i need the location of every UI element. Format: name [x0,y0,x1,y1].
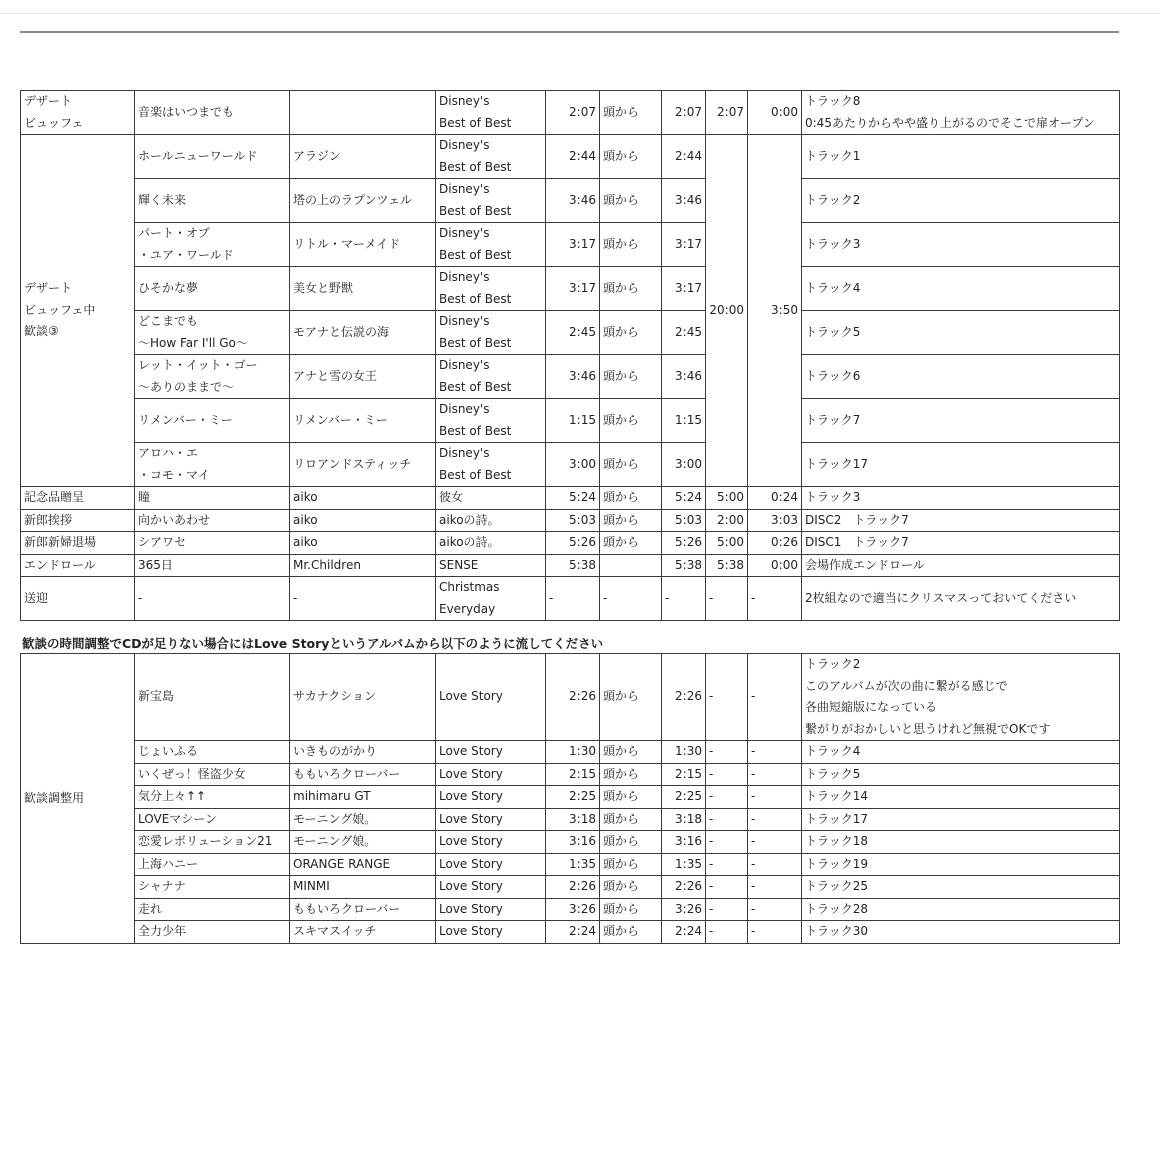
artist-cell: - [290,577,436,621]
diff-cell: - [748,763,802,786]
slot-cell: - [706,654,748,741]
title-cell: ホールニューワールド [135,135,290,179]
artist-cell: 塔の上のラプンツェル [290,179,436,223]
diff-cell: 0:00 [748,554,802,577]
length-cell: 5:26 [546,532,600,555]
table-row [21,808,1120,831]
note-cell: DISC2 トラック7 [802,509,1120,532]
album-cell: 彼女 [436,487,546,510]
title-cell: ひそかな夢 [135,267,290,311]
album-cell: aikoの詩。 [436,509,546,532]
album-cell: Love Story [436,898,546,921]
slot-cell: - [706,921,748,944]
note-cell: トラック3 [802,487,1120,510]
title-cell: パート・オブ ・ユア・ワールド [135,223,290,267]
start-cell: 頭から [600,399,662,443]
slot-cell: 5:00 [706,487,748,510]
title-cell: 365日 [135,554,290,577]
length-cell: 3:16 [546,831,600,854]
diff-cell: - [748,921,802,944]
note-cell: トラック5 [802,763,1120,786]
note-cell: トラック25 [802,876,1120,899]
note-cell: トラック6 [802,355,1120,399]
length-cell: 2:24 [546,921,600,944]
artist-cell: スキマスイッチ [290,921,436,944]
length-cell: 5:38 [546,554,600,577]
table-row [21,509,1120,532]
section-cell: 新郎新婦退場 [21,532,135,555]
length-cell: 1:35 [546,853,600,876]
note-cell: トラック14 [802,786,1120,809]
album-cell: Love Story [436,808,546,831]
length-cell: 5:03 [546,509,600,532]
title-cell: - [135,577,290,621]
album-cell: Disney's Best of Best [436,267,546,311]
play-cell: 3:18 [662,808,706,831]
album-cell: Love Story [436,654,546,741]
start-cell: 頭から [600,487,662,510]
table-row [21,223,1120,267]
note-cell: 2枚組なので適当にクリスマスっておいてください [802,577,1120,621]
title-cell: 新宝島 [135,654,290,741]
artist-cell: aiko [290,532,436,555]
album-cell: Love Story [436,786,546,809]
artist-cell: アナと雪の女王 [290,355,436,399]
length-cell: 1:15 [546,399,600,443]
play-cell: 2:24 [662,921,706,944]
artist-cell: いきものがかり [290,741,436,764]
table-row [21,831,1120,854]
play-cell: 2:25 [662,786,706,809]
table-row [21,853,1120,876]
artist-cell: Mr.Children [290,554,436,577]
length-cell: 2:25 [546,786,600,809]
length-cell: 3:00 [546,443,600,487]
artist-cell: アラジン [290,135,436,179]
note-cell: トラック30 [802,921,1120,944]
artist-cell: モアナと伝説の海 [290,311,436,355]
diff-cell: 0:00 [748,91,802,135]
diff-cell: 0:24 [748,487,802,510]
play-cell: 3:16 [662,831,706,854]
table-row [21,267,1120,311]
note-cell: トラック4 [802,741,1120,764]
diff-cell: - [748,577,802,621]
artist-cell: ももいろクローバー [290,763,436,786]
table-row [21,741,1120,764]
start-cell: 頭から [600,179,662,223]
artist-cell: aiko [290,487,436,510]
title-cell: 向かいあわせ [135,509,290,532]
start-cell: 頭から [600,532,662,555]
album-cell: Love Story [436,741,546,764]
section-cell: デザート ビュッフェ中 歓談③ [21,135,135,487]
schedule-table [20,90,1120,621]
note-cell: トラック2 このアルバムが次の曲に繋がる感じで 各曲短縮版になっている 繋がりがおかしいと思うけれど無視でOKです [802,654,1120,741]
artist-cell: MINMI [290,876,436,899]
table-row [21,654,1120,741]
length-cell: 5:24 [546,487,600,510]
play-cell: 1:30 [662,741,706,764]
note-cell: トラック18 [802,831,1120,854]
album-cell: Christmas Everyday [436,577,546,621]
title-cell: 音楽はいつまでも [135,91,290,135]
play-cell: 2:26 [662,654,706,741]
slot-cell: 5:38 [706,554,748,577]
slot-cell: 2:07 [706,91,748,135]
table-row [21,921,1120,944]
play-cell: 3:00 [662,443,706,487]
album-cell: Disney's Best of Best [436,355,546,399]
start-cell: 頭から [600,267,662,311]
artist-cell: モーニング娘。 [290,831,436,854]
play-cell: 3:26 [662,898,706,921]
section-cell: デザート ビュッフェ [21,91,135,135]
slot-cell: - [706,898,748,921]
play-cell: 3:17 [662,223,706,267]
diff-cell: - [748,654,802,741]
adjustment-note: 歓談の時間調整でCDが足りない場合にはLove Storyというアルバムから以下のように流してください [22,636,604,651]
note-cell: トラック1 [802,135,1120,179]
length-cell: - [546,577,600,621]
table-row [21,577,1120,621]
start-cell: 頭から [600,509,662,532]
play-cell: 5:24 [662,487,706,510]
table-row [21,786,1120,809]
slot-cell: - [706,876,748,899]
length-cell: 2:07 [546,91,600,135]
table-row [21,487,1120,510]
diff-cell: - [748,898,802,921]
note-cell: トラック4 [802,267,1120,311]
album-cell: Love Story [436,763,546,786]
length-cell: 2:45 [546,311,600,355]
section-cell: 送迎 [21,577,135,621]
table-row [21,763,1120,786]
title-cell: 瞳 [135,487,290,510]
album-cell: Disney's Best of Best [436,443,546,487]
length-cell: 2:26 [546,654,600,741]
length-cell: 2:26 [546,876,600,899]
artist-cell: リメンバー・ミー [290,399,436,443]
artist-cell: ORANGE RANGE [290,853,436,876]
start-cell: 頭から [600,135,662,179]
note-cell: トラック7 [802,399,1120,443]
note-cell: 会場作成エンドロール [802,554,1120,577]
slot-cell: - [706,786,748,809]
length-cell: 1:30 [546,741,600,764]
title-cell: どこまでも ～How Far I'll Go～ [135,311,290,355]
artist-cell: リトル・マーメイド [290,223,436,267]
section-cell: エンドロール [21,554,135,577]
title-cell: レット・イット・ゴー ～ありのままで～ [135,355,290,399]
start-cell: 頭から [600,808,662,831]
album-cell: Love Story [436,876,546,899]
note-cell: トラック8 0:45あたりからやや盛り上がるのでそこで扉オープン [802,91,1120,135]
start-cell: 頭から [600,741,662,764]
title-cell: シアワセ [135,532,290,555]
start-cell: 頭から [600,786,662,809]
slot-cell: - [706,808,748,831]
diff-cell: - [748,786,802,809]
play-cell: 3:17 [662,267,706,311]
slot-cell: - [706,853,748,876]
slot-cell: - [706,741,748,764]
title-cell: いくぜっ！怪盗少女 [135,763,290,786]
album-cell: Love Story [436,853,546,876]
length-cell: 2:15 [546,763,600,786]
title-cell: 気分上々↑↑ [135,786,290,809]
artist-cell: mihimaru GT [290,786,436,809]
table-row [21,135,1120,179]
table-row [21,355,1120,399]
section-cell: 歓談調整用 [21,654,135,944]
play-cell: 5:38 [662,554,706,577]
diff-cell: 3:03 [748,509,802,532]
start-cell: 頭から [600,876,662,899]
diff-cell: - [748,808,802,831]
play-cell: 3:46 [662,179,706,223]
play-cell: 5:26 [662,532,706,555]
length-cell: 3:46 [546,355,600,399]
start-cell: 頭から [600,831,662,854]
play-cell: 2:45 [662,311,706,355]
table-row [21,179,1120,223]
header-rule [20,31,1119,33]
table-row [21,91,1120,135]
table-row [21,311,1120,355]
start-cell: 頭から [600,763,662,786]
artist-cell: モーニング娘。 [290,808,436,831]
artist-cell: リロアンドスティッチ [290,443,436,487]
title-cell: じょいふる [135,741,290,764]
note-cell: トラック5 [802,311,1120,355]
album-cell: SENSE [436,554,546,577]
play-cell: 5:03 [662,509,706,532]
album-cell: Disney's Best of Best [436,223,546,267]
table-row [21,876,1120,899]
album-cell: Disney's Best of Best [436,399,546,443]
diff-cell: 3:50 [748,135,802,487]
start-cell: 頭から [600,853,662,876]
note-cell: トラック3 [802,223,1120,267]
slot-cell: 20:00 [706,135,748,487]
play-cell: 2:26 [662,876,706,899]
start-cell: 頭から [600,443,662,487]
album-cell: Love Story [436,831,546,854]
title-cell: アロハ・エ ・コモ・マイ [135,443,290,487]
diff-cell: - [748,741,802,764]
slot-cell: - [706,763,748,786]
play-cell: 2:15 [662,763,706,786]
diff-cell: - [748,876,802,899]
slot-cell: 5:00 [706,532,748,555]
table-row [21,399,1120,443]
artist-cell: 美女と野獣 [290,267,436,311]
artist-cell: aiko [290,509,436,532]
diff-cell: - [748,831,802,854]
artist-cell: サカナクション [290,654,436,741]
start-cell: 頭から [600,223,662,267]
album-cell: aikoの詩。 [436,532,546,555]
diff-cell: 0:26 [748,532,802,555]
title-cell: リメンバー・ミー [135,399,290,443]
artist-cell [290,91,436,135]
note-cell: DISC1 トラック7 [802,532,1120,555]
play-cell: 2:44 [662,135,706,179]
length-cell: 3:17 [546,267,600,311]
table-row [21,554,1120,577]
album-cell: Disney's Best of Best [436,135,546,179]
start-cell: 頭から [600,311,662,355]
artist-cell: ももいろクローバー [290,898,436,921]
title-cell: 輝く未来 [135,179,290,223]
start-cell: 頭から [600,91,662,135]
play-cell: - [662,577,706,621]
title-cell: 上海ハニー [135,853,290,876]
play-cell: 3:46 [662,355,706,399]
play-cell: 1:15 [662,399,706,443]
title-cell: 走れ [135,898,290,921]
start-cell: 頭から [600,898,662,921]
note-cell: トラック17 [802,808,1120,831]
length-cell: 3:46 [546,179,600,223]
slot-cell: - [706,577,748,621]
album-cell: Love Story [436,921,546,944]
length-cell: 3:17 [546,223,600,267]
note-cell: トラック2 [802,179,1120,223]
start-cell: 頭から [600,921,662,944]
length-cell: 3:18 [546,808,600,831]
album-cell: Disney's Best of Best [436,91,546,135]
diff-cell: - [748,853,802,876]
album-cell: Disney's Best of Best [436,179,546,223]
note-cell: トラック28 [802,898,1120,921]
table-row [21,443,1120,487]
title-cell: 全力少年 [135,921,290,944]
note-cell: トラック17 [802,443,1120,487]
album-cell: Disney's Best of Best [436,311,546,355]
play-cell: 2:07 [662,91,706,135]
adjustment-table [20,653,1120,944]
table-row [21,532,1120,555]
title-cell: シャナナ [135,876,290,899]
note-cell: トラック19 [802,853,1120,876]
top-border [0,13,1160,14]
start-cell [600,554,662,577]
section-cell: 新郎挨拶 [21,509,135,532]
table-row [21,898,1120,921]
title-cell: LOVEマシーン [135,808,290,831]
section-cell: 記念品贈呈 [21,487,135,510]
slot-cell: - [706,831,748,854]
title-cell: 恋愛レボリューション21 [135,831,290,854]
length-cell: 2:44 [546,135,600,179]
start-cell: 頭から [600,355,662,399]
slot-cell: 2:00 [706,509,748,532]
length-cell: 3:26 [546,898,600,921]
start-cell: - [600,577,662,621]
start-cell: 頭から [600,654,662,741]
play-cell: 1:35 [662,853,706,876]
